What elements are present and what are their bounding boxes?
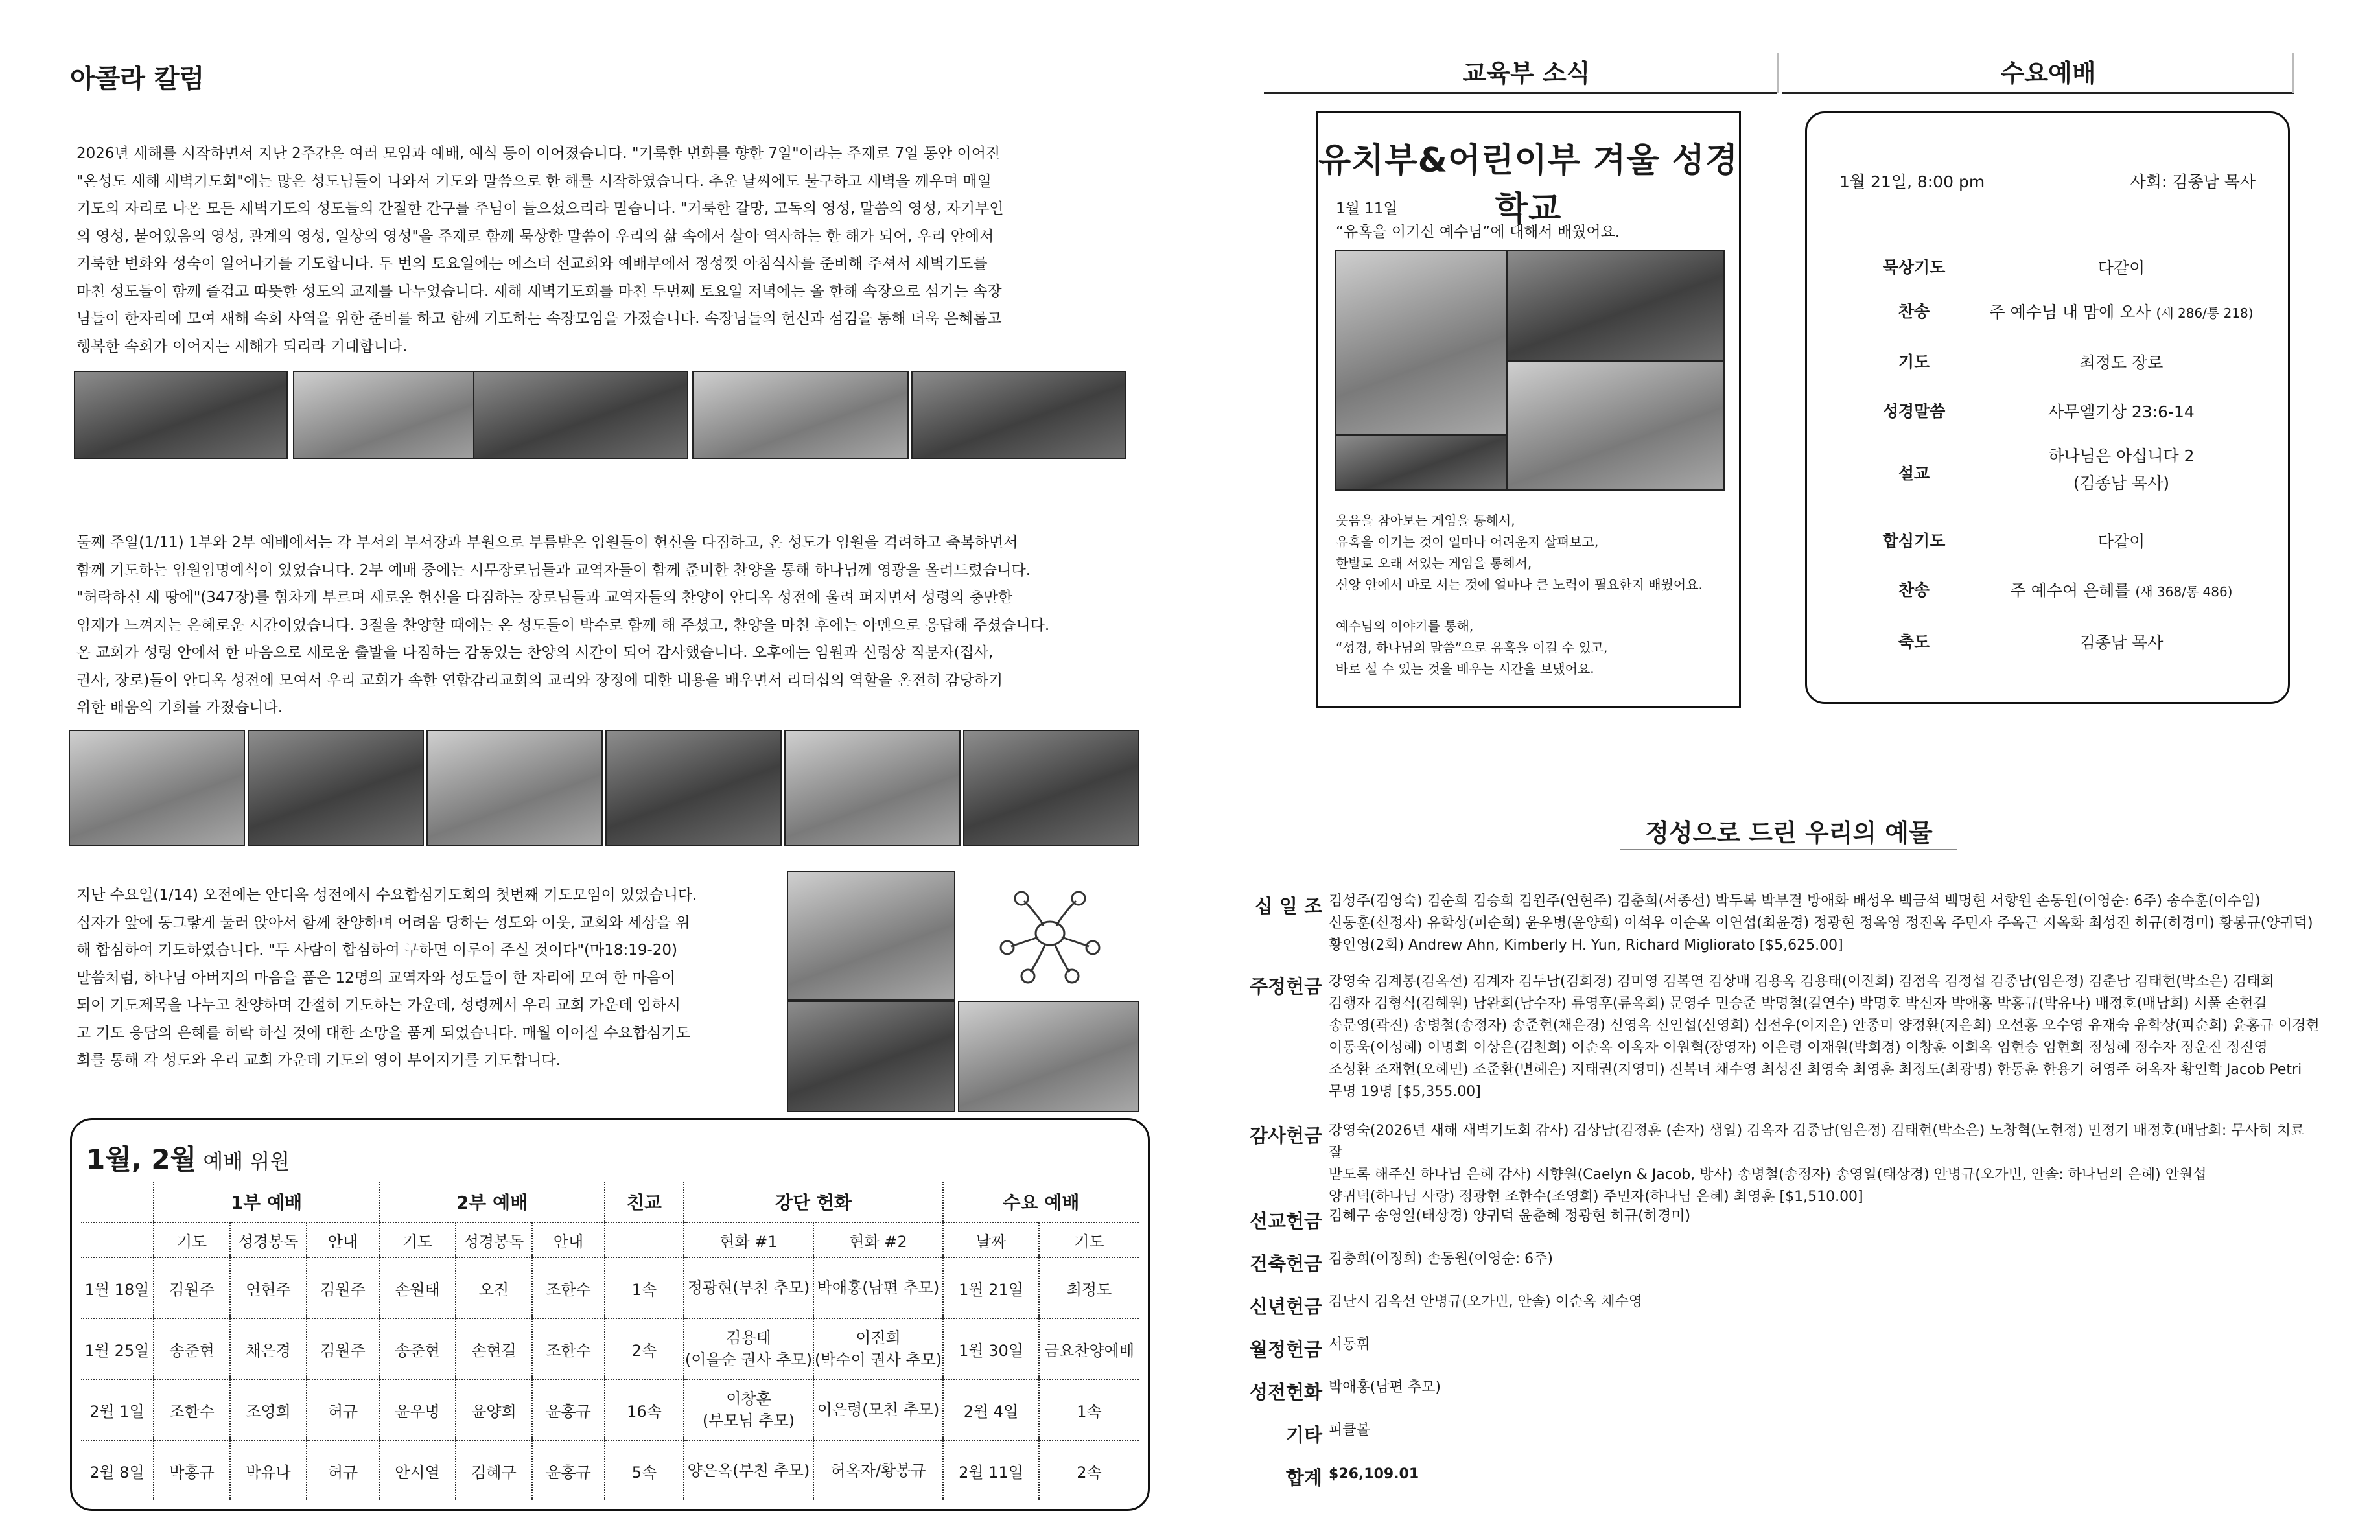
table-cell: 윤홍규 xyxy=(532,1379,605,1440)
subheader: 기도 xyxy=(379,1222,456,1257)
photo-installation-5 xyxy=(784,730,961,846)
subheader: 날짜 xyxy=(943,1222,1039,1257)
subheader: 기도 xyxy=(1039,1222,1139,1257)
table-cell: 1월 30일 xyxy=(943,1318,1039,1379)
offering-label: 건축헌금 xyxy=(1249,1253,1322,1275)
table-cell: 조한수 xyxy=(532,1257,605,1318)
offering-label: 선교헌금 xyxy=(1249,1210,1322,1232)
offering-label: 성전헌화 xyxy=(1249,1381,1322,1403)
table-cell: 1월 21일 xyxy=(943,1257,1039,1318)
table-cell: 2속 xyxy=(605,1318,684,1379)
subheader: 성경봉독 xyxy=(230,1222,307,1257)
table-cell: 금요찬양예배 xyxy=(1039,1318,1139,1379)
table-cell: 최정도 xyxy=(1039,1257,1139,1318)
table-cell: 5속 xyxy=(605,1440,684,1500)
bible-school-title: 유치부&어린이부 겨울 성경학교 xyxy=(1318,141,1739,229)
offering-label: 기타 xyxy=(1285,1424,1322,1446)
wednesday-header-rule xyxy=(1782,92,2294,94)
table-cell: 송준현 xyxy=(379,1318,456,1379)
subheader: 기도 xyxy=(154,1222,230,1257)
photo-installation-4 xyxy=(605,730,782,846)
table-cell: 김혜구 xyxy=(456,1440,532,1500)
offering-names: 박애홍(남편 추모) xyxy=(1329,1379,1441,1395)
subheader: 안내 xyxy=(307,1222,379,1257)
service-host: 사회: 김종남 목사 xyxy=(2130,172,2256,191)
worship-committee-schedule xyxy=(70,1118,1150,1511)
table-cell: 오진 xyxy=(456,1257,532,1318)
bible-school-photo-1 xyxy=(1335,250,1507,435)
table-row xyxy=(81,1257,1139,1318)
table-cell: 채은경 xyxy=(230,1318,307,1379)
row-date: 1월 18일 xyxy=(81,1257,154,1318)
photo-fellowship-1 xyxy=(473,371,688,459)
table-cell: 김원주 xyxy=(307,1318,379,1379)
table-cell: 2속 xyxy=(1039,1440,1139,1500)
table-cell: 허규 xyxy=(307,1379,379,1440)
header-altar-flowers: 강단 헌화 xyxy=(684,1182,943,1222)
offering-names: 서동휘 xyxy=(1329,1336,1370,1353)
offering-total-label: 합계 xyxy=(1285,1467,1322,1489)
photo-prayer-meeting-2 xyxy=(787,1001,955,1112)
table-cell: 이창훈 (부모님 추모) xyxy=(684,1379,813,1440)
schedule-title: 1월, 2월 예배 위원 xyxy=(86,1143,290,1175)
row-date: 2월 1일 xyxy=(81,1379,154,1440)
header-fellowship: 친교 xyxy=(605,1182,684,1222)
table-cell: 안시열 xyxy=(379,1440,456,1500)
photo-dawn-prayer-1 xyxy=(74,371,288,459)
bible-school-subtitle: “유혹을 이기신 예수님”에 대해서 배웠어요. xyxy=(1336,224,1620,240)
table-cell: 윤양희 xyxy=(456,1379,532,1440)
offerings-header-rule xyxy=(1620,849,1957,850)
table-cell: 연현주 xyxy=(230,1257,307,1318)
table-cell: 1속 xyxy=(605,1257,684,1318)
photo-installation-3 xyxy=(426,730,603,846)
table-row xyxy=(81,1440,1139,1500)
offering-label: 신년헌금 xyxy=(1249,1296,1322,1318)
photo-leaders-meeting xyxy=(911,371,1126,459)
bible-school-text-1: 웃음을 참아보는 게임을 통해서, 유혹을 이기는 것이 얼마나 어려운지 살펴보고, 한발로 오래 서있는 게임을 통해서, 신앙 안에서 바로 서는 것에 얼마나 큰 노력이 필요한지 배웠어요. xyxy=(1336,513,1703,592)
offering-names: 김성주(김영숙) 김순희 김승희 김원주(연현주) 김춘희(서종선) 박두복 박부결 방애화 배성우 백금석 백명현 서향원 손동원(이영순: 6주) 송수훈(이수임) 신동훈(신정자) 유학상(피순희) 윤우병(윤양희) 이석우 이순옥 이연섭(최윤경) 정광현 정옥영 정진옥 주민자 주옥근 지옥화 최성진 허규(허경미) 황봉규(양귀덕) 황인영(2회) Andrew Ahn, Kimberly H. Yun, Richard Migliorato [$5,625.00] xyxy=(1329,893,2313,953)
offering-names: 피클볼 xyxy=(1329,1422,1370,1438)
header-divider xyxy=(1777,53,1779,93)
table-cell: 박애홍(남편 추모) xyxy=(813,1257,943,1318)
row-date: 1월 25일 xyxy=(81,1318,154,1379)
table-cell: 2월 4일 xyxy=(943,1379,1039,1440)
subheader: 안내 xyxy=(532,1222,605,1257)
table-row xyxy=(81,1318,1139,1379)
offering-label: 감사헌금 xyxy=(1249,1125,1322,1147)
wednesday-service-box: 1월 21일, 8:00 pm 사회: 김종남 목사 묵상기도 다같이 찬송 주 예수님 내 맘에 오사 (새 286/통 218) 기도 최정도 장로 성경말씀 사무엘기상 23:6-14 설교 하나님은 아십니다 2 (김종남 목사) 합심기도 다같이 찬송 주 예수여 은혜를 (새 368/통 486) 축도 김종남 목사 xyxy=(1805,111,2290,704)
subheader-empty xyxy=(605,1222,684,1257)
column-paragraph-3: 지난 수요일(1/14) 오전에는 안디옥 성전에서 수요합심기도회의 첫번째 기도모임이 있었습니다. 십자가 앞에 동그랗게 둘러 앉아서 함께 찬양하며 어려움 당하는 성도와 이웃, 교회와 세상을 위 해 합심하여 기도하였습니다. "두 사람이 합심하여 구하면 이루어 주실 것이다"(마18:19-20) 말씀처럼, 하나님 아버지의 마음을 품은 12명의 교역자와 성도들이 한 자리에 모여 한 마음이 되어 기도제목을 나누고 찬양하며 간절히 기도하는 가운데, 성령께서 우리 교회 가운데 임하시 고 기도 응답의 은혜를 허락 하실 것에 대한 소망을 품게 되었습니다. 매월 이어질 수요합심기도 회를 통해 각 성도와 우리 교회 가운데 기도의 영이 부어지기를 기도합니다. xyxy=(76,887,697,1069)
education-section-title: 교육부 소식 xyxy=(1462,59,1591,88)
table-cell: 박홍규 xyxy=(154,1440,230,1500)
table-cell: 조한수 xyxy=(532,1318,605,1379)
service-time: 1월 21일, 8:00 pm xyxy=(1839,172,1985,191)
praying-hands-illustration xyxy=(985,875,1115,992)
header-divider xyxy=(2292,53,2294,93)
bible-school-date: 1월 11일 xyxy=(1336,200,1398,217)
offerings-section-title: 정성으로 드린 우리의 예물 xyxy=(1645,819,1933,847)
wednesday-section-title: 수요예배 xyxy=(2000,59,2096,88)
table-cell: 16속 xyxy=(605,1379,684,1440)
photo-prayer-meeting-1 xyxy=(787,871,955,1001)
bible-school-photo-4 xyxy=(1335,435,1507,491)
table-cell: 윤홍규 xyxy=(532,1440,605,1500)
table-cell: 1속 xyxy=(1039,1379,1139,1440)
photo-prayer-meeting-3 xyxy=(958,1001,1139,1112)
photo-installation-2 xyxy=(248,730,424,846)
table-cell: 이진희 (박수이 권사 추모) xyxy=(813,1318,943,1379)
offering-label: 월정헌금 xyxy=(1249,1338,1322,1360)
column-title: 아콜라 칼럼 xyxy=(70,64,205,94)
table-cell: 송준현 xyxy=(154,1318,230,1379)
winter-bible-school-box xyxy=(1316,111,1741,708)
offering-label: 십 일 조 xyxy=(1254,895,1322,917)
table-cell: 허옥자/황봉규 xyxy=(813,1440,943,1500)
offering-label: 주정헌금 xyxy=(1249,975,1322,998)
bible-school-photo-3 xyxy=(1507,361,1725,491)
table-cell: 조영희 xyxy=(230,1379,307,1440)
offering-names: 김난시 김옥선 안병규(오가빈, 안솔) 이순옥 채수영 xyxy=(1329,1294,1643,1310)
table-cell: 2월 11일 xyxy=(943,1440,1039,1500)
row-date: 2월 8일 xyxy=(89,1463,145,1482)
subheader: 현화 #2 xyxy=(813,1222,943,1257)
table-cell: 양은옥(부친 추모) xyxy=(684,1440,813,1500)
table-cell: 조한수 xyxy=(154,1379,230,1440)
subheader: 현화 #1 xyxy=(684,1222,813,1257)
photo-fellowship-2 xyxy=(692,371,909,459)
subheader: 성경봉독 xyxy=(456,1222,532,1257)
schedule-table xyxy=(81,1182,1139,1500)
table-cell: 김용태 (이을순 권사 추모) xyxy=(684,1318,813,1379)
table-cell: 손원태 xyxy=(379,1257,456,1318)
offering-names: 김충희(이정희) 손동원(이영순: 6주) xyxy=(1329,1251,1554,1267)
table-cell: 이은령(모친 추모) xyxy=(813,1379,943,1440)
header-service-1: 1부 예배 xyxy=(154,1182,379,1222)
table-cell: 박유나 xyxy=(230,1440,307,1500)
offering-names: 강영숙(2026년 새해 새벽기도회 감사) 김상남(김정훈 (손자) 생일) 김옥자 김종남(임은정) 김태현(박소은) 노창혁(노현정) 민정기 배정호(배남희: 무사히 치료 잘 받도록 해주신 하나님 은혜 감사) 서향원(Caelyn & Jacob, 방사) 송병철(송정자) 송영일(태상경) 안병규(오가빈, 안솔: 하나님의 은혜) 안원섭 양귀덕(하나님 사랑) 정광현 조한수(조영희) 주민자(하나님 은혜) 최영훈 [$1,510.00] xyxy=(1329,1123,2305,1205)
table-cell: 김원주 xyxy=(307,1257,379,1318)
offering-total: $26,109.01 xyxy=(1329,1466,1419,1482)
table-cell: 김원주 xyxy=(154,1257,230,1318)
offering-names: 김혜구 송영일(태상경) 양귀덕 윤춘혜 정광현 허규(허경미) xyxy=(1329,1208,1691,1224)
offering-names: 강영숙 김계봉(김옥선) 김계자 김두남(김희경) 김미영 김복연 김상배 김용옥 김용태(이진희) 김점옥 김정섭 김종남(임은정) 김춘남 김태현(박소은) 김태희 김행자 김형식(김혜원) 남완희(남수자) 류영후(류옥희) 문영주 민승준 박명철(길연수) 박명호 박신자 박애홍 박홍규(박유나) 배정호(배남희) 서풀 손현길 송문영(곽진) 송병철(송정자) 송준현(채은경) 신영옥 신인섭(신영희) 심전우(이지은) 안종미 양정환(지은희) 오선홍 오수영 유재숙 유학상(피순희) 윤홍규 이경현 이동욱(이성혜) 이명희 이상은(김천희) 이순옥 이옥자 이원혁(장영자) 이은령 이재원(박희경) 이창훈 이희옥 임현승 임현희 정성혜 정수자 정운진 정진영 조성환 조재현(오혜민) 조준환(변혜은) 지태권(지영미) 진복녀 채수영 최성진 최영숙 최영훈 최정도(최광명) 한동훈 한용기 허영주 허옥자 황인학 Jacob Petri 무명 19명 [$5,355.00] xyxy=(1329,974,2320,1100)
education-header-rule xyxy=(1264,92,1777,94)
header-empty xyxy=(81,1182,154,1222)
photo-installation-1 xyxy=(69,730,245,846)
table-cell: 손현길 xyxy=(456,1318,532,1379)
bible-school-text-2: 예수님의 이야기를 통해, “성경, 하나님의 말씀”으로 유혹을 이길 수 있고, 바로 설 수 있는 것을 배우는 시간을 보냈어요. xyxy=(1336,618,1608,677)
photo-installation-6 xyxy=(963,730,1139,846)
table-cell: 정광현(부친 추모) xyxy=(684,1257,813,1318)
table-cell: 윤우병 xyxy=(379,1379,456,1440)
header-wednesday-service: 수요 예배 xyxy=(943,1182,1139,1222)
table-cell: 허규 xyxy=(307,1440,379,1500)
table-row xyxy=(81,1379,1139,1440)
subheader-empty xyxy=(81,1222,154,1257)
column-paragraph-2: 둘째 주일(1/11) 1부와 2부 예배에서는 각 부서의 부서장과 부원으로 부름받은 임원들이 헌신을 다짐하고, 온 성도가 임원을 격려하고 축복하면서 함께 기도하는 임원임명예식이 있었습니다. 2부 예배 중에는 시무장로님들과 교역자들이 함께 준비한 찬양을 통해 하나님께 영광을 올려드렸습니다. "허락하신 새 땅에"(347장)를 힘차게 부르며 새로운 헌신을 다짐하는 장로님들과 교역자들의 찬양이 안디옥 성전에 울려 퍼지면서 성령의 충만한 임재가 느껴지는 은혜로운 시간이었습니다. 3절을 찬양할 때에는 온 성도들이 박수로 함께 해 주셨고, 찬양을 마친 후에는 아멘으로 응답해 주셨습니다. 온 교회가 성령 안에서 한 마음으로 새로운 출발을 다짐하는 감동있는 찬양의 시간이 되어 감사했습니다. 오후에는 임원과 신령상 직분자(집사, 권사, 장로)들이 안디옥 성전에 모여서 우리 교회가 속한 연합감리교회의 교리와 장정에 대한 내용을 배우면서 리더십의 역할을 온전히 감당하기 위한 배움의 기회를 가졌습니다. xyxy=(76,534,1050,716)
header-service-2: 2부 예배 xyxy=(379,1182,605,1222)
column-paragraph-1: 2026년 새해를 시작하면서 지난 2주간은 여러 모임과 예배, 예식 등이 이어졌습니다. "거룩한 변화를 향한 7일"이라는 주제로 7일 동안 이어진 "온성도 새해 새벽기도회"에는 많은 성도님들이 나와서 기도와 말씀으로 한 해를 시작하였습니다. 추운 날씨에도 불구하고 새벽을 깨우며 매일 기도의 자리로 나온 모든 새벽기도의 성도들의 간절한 간구를 주님이 들으셨으리라 믿습니다. "거룩한 갈망, 고독의 영성, 말씀의 영성, 자기부인 의 영성, 붙어있음의 영성, 관계의 영성, 일상의 영성"을 주제로 함께 묵상한 말씀이 우리의 삶 속에서 살아 역사하는 한 해가 되어, 우리 안에서 거룩한 변화와 성숙이 일어나기를 기도합니다. 두 번의 토요일에는 에스더 선교회와 예배부에서 정성껏 아침식사를 준비해 주셔서 새벽기도를 마친 성도들이 함께 즐겁고 따뜻한 성도의 교제를 나누었습니다. 새해 새벽기도회를 마친 두번째 토요일 저녁에는 올 한해 속장으로 섬기는 속장 님들이 한자리에 모여 새해 속회 사역을 위한 준비를 하고 함께 기도하는 속장모임을 가졌습니다. 속장님들의 헌신과 섬김을 통해 더욱 은혜롭고 행복한 속회가 이어지는 새해가 되리라 기대합니다. xyxy=(76,145,1004,355)
bible-school-photo-2 xyxy=(1507,250,1725,361)
